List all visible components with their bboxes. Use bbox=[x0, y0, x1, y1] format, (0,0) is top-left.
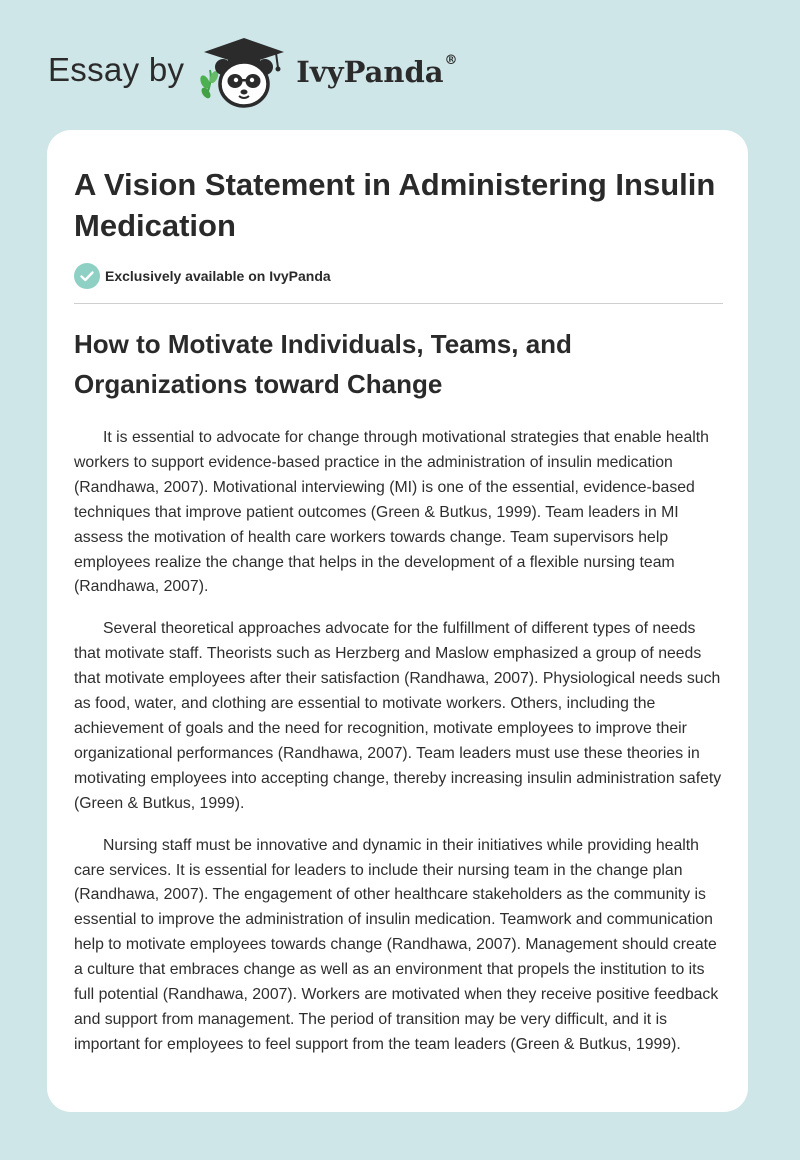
brand-prefix: Essay by bbox=[48, 51, 185, 88]
check-circle-icon bbox=[74, 263, 100, 289]
essay-title: A Vision Statement in Administering Insulin Medication bbox=[74, 167, 716, 243]
exclusive-badge bbox=[74, 263, 331, 289]
registered-mark: ® bbox=[444, 53, 458, 68]
exclusive-badge-text: Exclusively available on IvyPanda bbox=[105, 268, 331, 284]
brand-name-text: IvyPanda bbox=[296, 55, 444, 89]
divider bbox=[74, 303, 723, 304]
brand-name bbox=[296, 55, 457, 89]
essay-card bbox=[47, 130, 748, 1112]
paragraph: Several theoretical approaches advocate for the fulfillment of different types of needs that motivate staff. Theorists such as Herzberg and Maslow emphasized a group of needs that motivate employees after their satisfaction (Randhawa, 2007). Physiological needs such as food, water, and clothing are essential to motivate workers. Others, including the achievement of goals and the need for recognition, motivate employees to improve their organizational performances (Randhawa, 2007). Team leaders must use these theories in motivating employees into accepting change, thereby increasing insulin administration safety (Green & Butkus, 1999). bbox=[74, 620, 722, 812]
panda-logo-icon bbox=[198, 34, 290, 110]
section-heading: How to Motivate Individuals, Teams, and Organizations toward Change bbox=[74, 329, 572, 399]
paragraph: It is essential to advocate for change through motivational strategies that enable health workers to support evidence-based practice in the administration of insulin medication (Randhawa, 2007). Motivational interviewing (MI) is one of the essential, evidence-based techniques that improve patient outcomes (Green & Butkus, 1999). Team leaders in MI assess the motivation of health care workers towards change. Team supervisors help employees realize the change that helps in the development of a flexible nursing team (Randhawa, 2007). bbox=[74, 429, 709, 596]
essay-body bbox=[74, 426, 723, 1075]
brand-header bbox=[48, 36, 458, 108]
paragraph: Nursing staff must be innovative and dynamic in their initiatives while providing health care services. It is essential for leaders to include their nursing team in the change plan (Randhawa, 2007). The engagement of other healthcare stakeholders as the community is essential to improve the administration of insulin medication. Teamwork and communication help to motivate employees towards change (Randhawa, 2007). Management should create a culture that embraces change as well as an environment that propels the institution to its full potential (Randhawa, 2007). Workers are motivated when they receive positive feedback and support from management. The period of transition may be very difficult, and it is important for employees to feel support from the team leaders (Green & Butkus, 1999). bbox=[74, 836, 719, 1053]
